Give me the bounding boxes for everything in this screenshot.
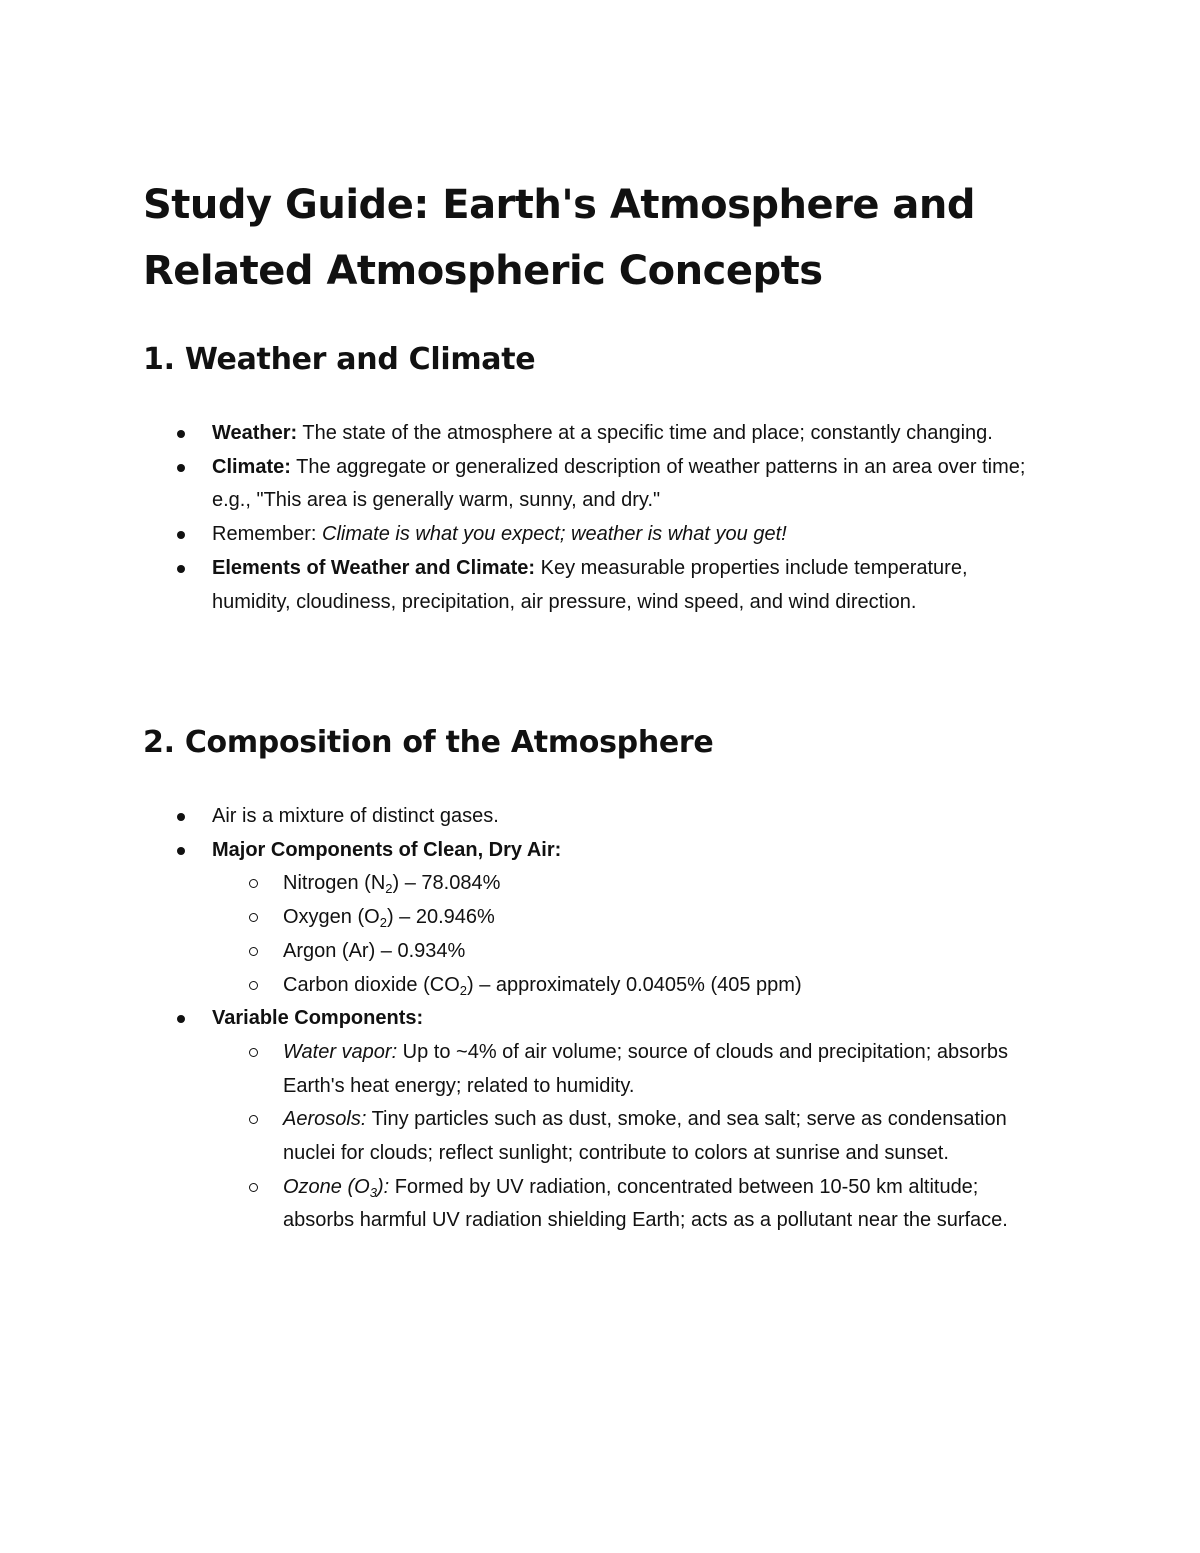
sublist-item-water-vapor (283, 1036, 1042, 1103)
variable-components-sublist (283, 1036, 1042, 1238)
component-description: Up to ~4% of air volume; source of clouds and precipitation; absorbs Earth's heat energy; related to humidity. (283, 1040, 1009, 1097)
hollow-bullet-icon (249, 879, 258, 888)
subscript: 2 (459, 982, 467, 998)
subscript: 2 (379, 915, 387, 931)
list-item-climate (212, 451, 1042, 518)
component-name-suffix: ): (376, 1175, 390, 1198)
list-item-air-mixture (212, 800, 1042, 834)
term-label: Weather: (212, 422, 298, 444)
weather-climate-list (212, 417, 1042, 619)
hollow-bullet-icon (249, 1048, 258, 1057)
gas-percentage: ) – 78.084% (392, 872, 501, 895)
sublist-item-ozone (283, 1171, 1042, 1238)
section-heading-weather-climate: 1. Weather and Climate (143, 342, 536, 377)
remember-prefix: Remember: (212, 523, 323, 546)
list-item-weather (212, 417, 1042, 451)
bullet-icon (177, 813, 185, 821)
gas-name: Argon (Ar) – 0.934% (283, 939, 466, 962)
document-title: Study Guide: Earth's Atmosphere and Related Atmospheric Concepts (143, 182, 976, 294)
list-item-elements (212, 552, 1042, 619)
sublist-item-argon (283, 935, 1042, 969)
definition-text: The aggregate or generalized description of weather patterns in an area over time; e.g., "This area is generally warm, sunny, and dry." (212, 455, 1026, 512)
hollow-bullet-icon (249, 981, 258, 990)
component-name: Aerosols: (283, 1108, 367, 1131)
sublist-item-nitrogen (283, 867, 1042, 901)
hollow-bullet-icon (249, 913, 258, 922)
component-description: Tiny particles such as dust, smoke, and sea salt; serve as condensation nuclei for clouds; reflect sunlight; contribute to colors at sunrise and sunset. (283, 1108, 1007, 1165)
list-item-major-components (212, 834, 1042, 1003)
subscript: 2 (385, 881, 393, 897)
sublist-item-carbon-dioxide (283, 969, 1042, 1003)
definition-text: The state of the atmosphere at a specific time and place; constantly changing. (297, 422, 993, 444)
term-label: Elements of Weather and Climate: (212, 556, 536, 579)
list-item-variable-components (212, 1002, 1042, 1238)
hollow-bullet-icon (249, 1183, 258, 1192)
gas-percentage: ) – approximately 0.0405% (405 ppm) (466, 973, 802, 996)
bullet-icon (177, 430, 185, 438)
remember-quote: Climate is what you expect; weather is what you get! (322, 523, 787, 546)
gas-name: Nitrogen (N (283, 872, 386, 895)
composition-list (212, 800, 1042, 1238)
gas-percentage: ) – 20.946% (386, 906, 495, 929)
gas-name: Carbon dioxide (CO (283, 973, 460, 996)
bullet-icon (177, 1015, 185, 1023)
definition-text: Key measurable properties include temperature, humidity, cloudiness, precipitation, air pressure, wind speed, and wind direction. (212, 556, 968, 613)
term-label: Major Components of Clean, Dry Air: (212, 838, 562, 861)
bullet-icon (177, 847, 185, 855)
bullet-icon (177, 464, 185, 472)
sublist-item-aerosols (283, 1103, 1042, 1170)
list-item-remember (212, 518, 1042, 552)
term-label: Variable Components: (212, 1007, 424, 1030)
item-text: Air is a mixture of distinct gases. (212, 805, 499, 827)
sublist-item-oxygen (283, 901, 1042, 935)
section-heading-composition: 2. Composition of the Atmosphere (143, 725, 714, 760)
major-components-sublist (283, 867, 1042, 1002)
term-label: Climate: (212, 455, 291, 478)
gas-name: Oxygen (O (283, 906, 380, 929)
bullet-icon (177, 565, 185, 573)
hollow-bullet-icon (249, 947, 258, 956)
bullet-icon (177, 531, 185, 539)
component-name: Ozone (O (283, 1175, 370, 1198)
component-name: Water vapor: (283, 1040, 398, 1063)
subscript: 3 (369, 1184, 377, 1200)
hollow-bullet-icon (249, 1115, 258, 1124)
component-description: Formed by UV radiation, concentrated between 10-50 km altitude; absorbs harmful UV radiation shielding Earth; acts as a pollutant near the surface. (283, 1175, 1008, 1232)
